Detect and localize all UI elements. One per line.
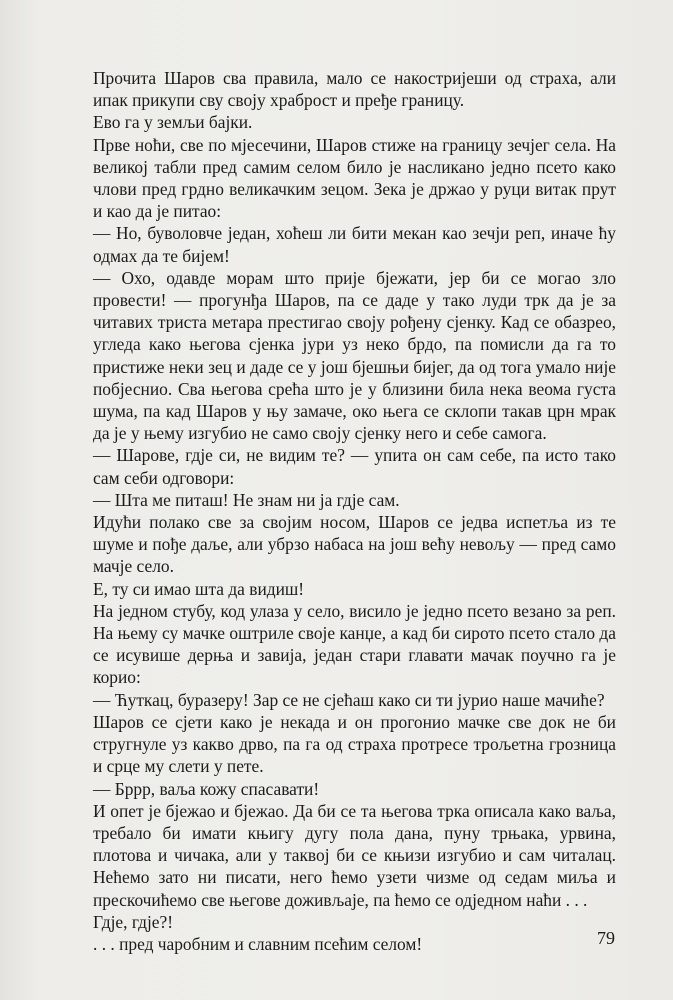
page-number: 79 [597, 928, 615, 948]
paragraph: Гдје, гдје?! [93, 911, 174, 932]
body-text [93, 67, 616, 955]
paragraph: . . . пред чаробним и славним псећим селом! [93, 933, 423, 954]
paragraph: — Бррр, ваља кожу спасавати! [93, 778, 320, 799]
paragraph: — Но, буволовче један, хоћеш ли бити мекан као зечји реп, иначе ћу одмах да те бијем! [93, 223, 616, 266]
paragraph: И опет је бјежао и бјежао. Да би се та његова трка описала како ваља, требало би имати књигу дугу пола дана, пуну трњака, урвина, плотова и чичака, али у таквој би се књизи изгубио и сам читалац. Нећемо зато ни писати, него ћемо узети чизме од седам миља и прескочићемо све његове доживљаје, па ћемо се одједном наћи . . . [93, 800, 616, 910]
paragraph: На једном стубу, код улаза у село, висило је једно псето везано за реп. На њему су мачке оштриле своје канџе, а кад би сирото псето стало да се исувише дерња и завија, један стари главати мачак поучно га је корио: [93, 600, 616, 688]
paragraph: Шаров се сјети како је некада и он прогонио мачке све док не би стругнуле уз какво дрво, па га од страха протресе трољетна грозница и срце му слети у пете. [93, 711, 616, 777]
paragraph: Е, ту си имао шта да видиш! [93, 578, 305, 599]
paragraph: Ево га у земљи бајки. [93, 112, 253, 133]
paragraph: Прочита Шаров сва правила, мало се накостријеши од страха, али ипак прикупи сву своју храброст и пређе границу. [93, 68, 616, 111]
paragraph: — Ћуткац, буразеру! Зар се не сјећаш како си ти јурио наше мачиће? [93, 689, 605, 710]
paragraph: Прве ноћи, све по мјесечини, Шаров стиже на границу зечјег села. На великој табли пред самим селом било је насликано једно псето како члови пред грдно великачким зецом. Зека је држао у руци витак прут и као да је питао: [93, 134, 616, 222]
paragraph: — Охо, одавде морам што прије бјежати, јер би се могао зло провести! — прогунђа Шаров, па се даде у тако луди трк да је за читавих триста метара престигао своју рођену сјенку. Кад се обазрео, угледа како његова сјенка јури уз неко брдо, па помисли да га то пристиже неки зец и даде се у још бјешњи бијег, да од тога умало није побјеснио. Сва његова срећа што је у близини била нека веома густа шума, па кад Шаров у њу замаче, око њега се склопи такав црн мрак да је у њему изгубио не само своју сјенку него и себе самога. [93, 267, 616, 444]
paragraph: — Шта ме питаш! Не знам ни ја гдје сам. [93, 489, 400, 510]
paragraph: Идући полако све за својим носом, Шаров се једва испетља из те шуме и пође даље, али убрзо набаса на још већу невољу — пред само мачје село. [93, 512, 616, 577]
paragraph: — Шарове, гдје си, не видим те? — упита он сам себе, па исто тако сам себи одговори: [93, 445, 616, 488]
